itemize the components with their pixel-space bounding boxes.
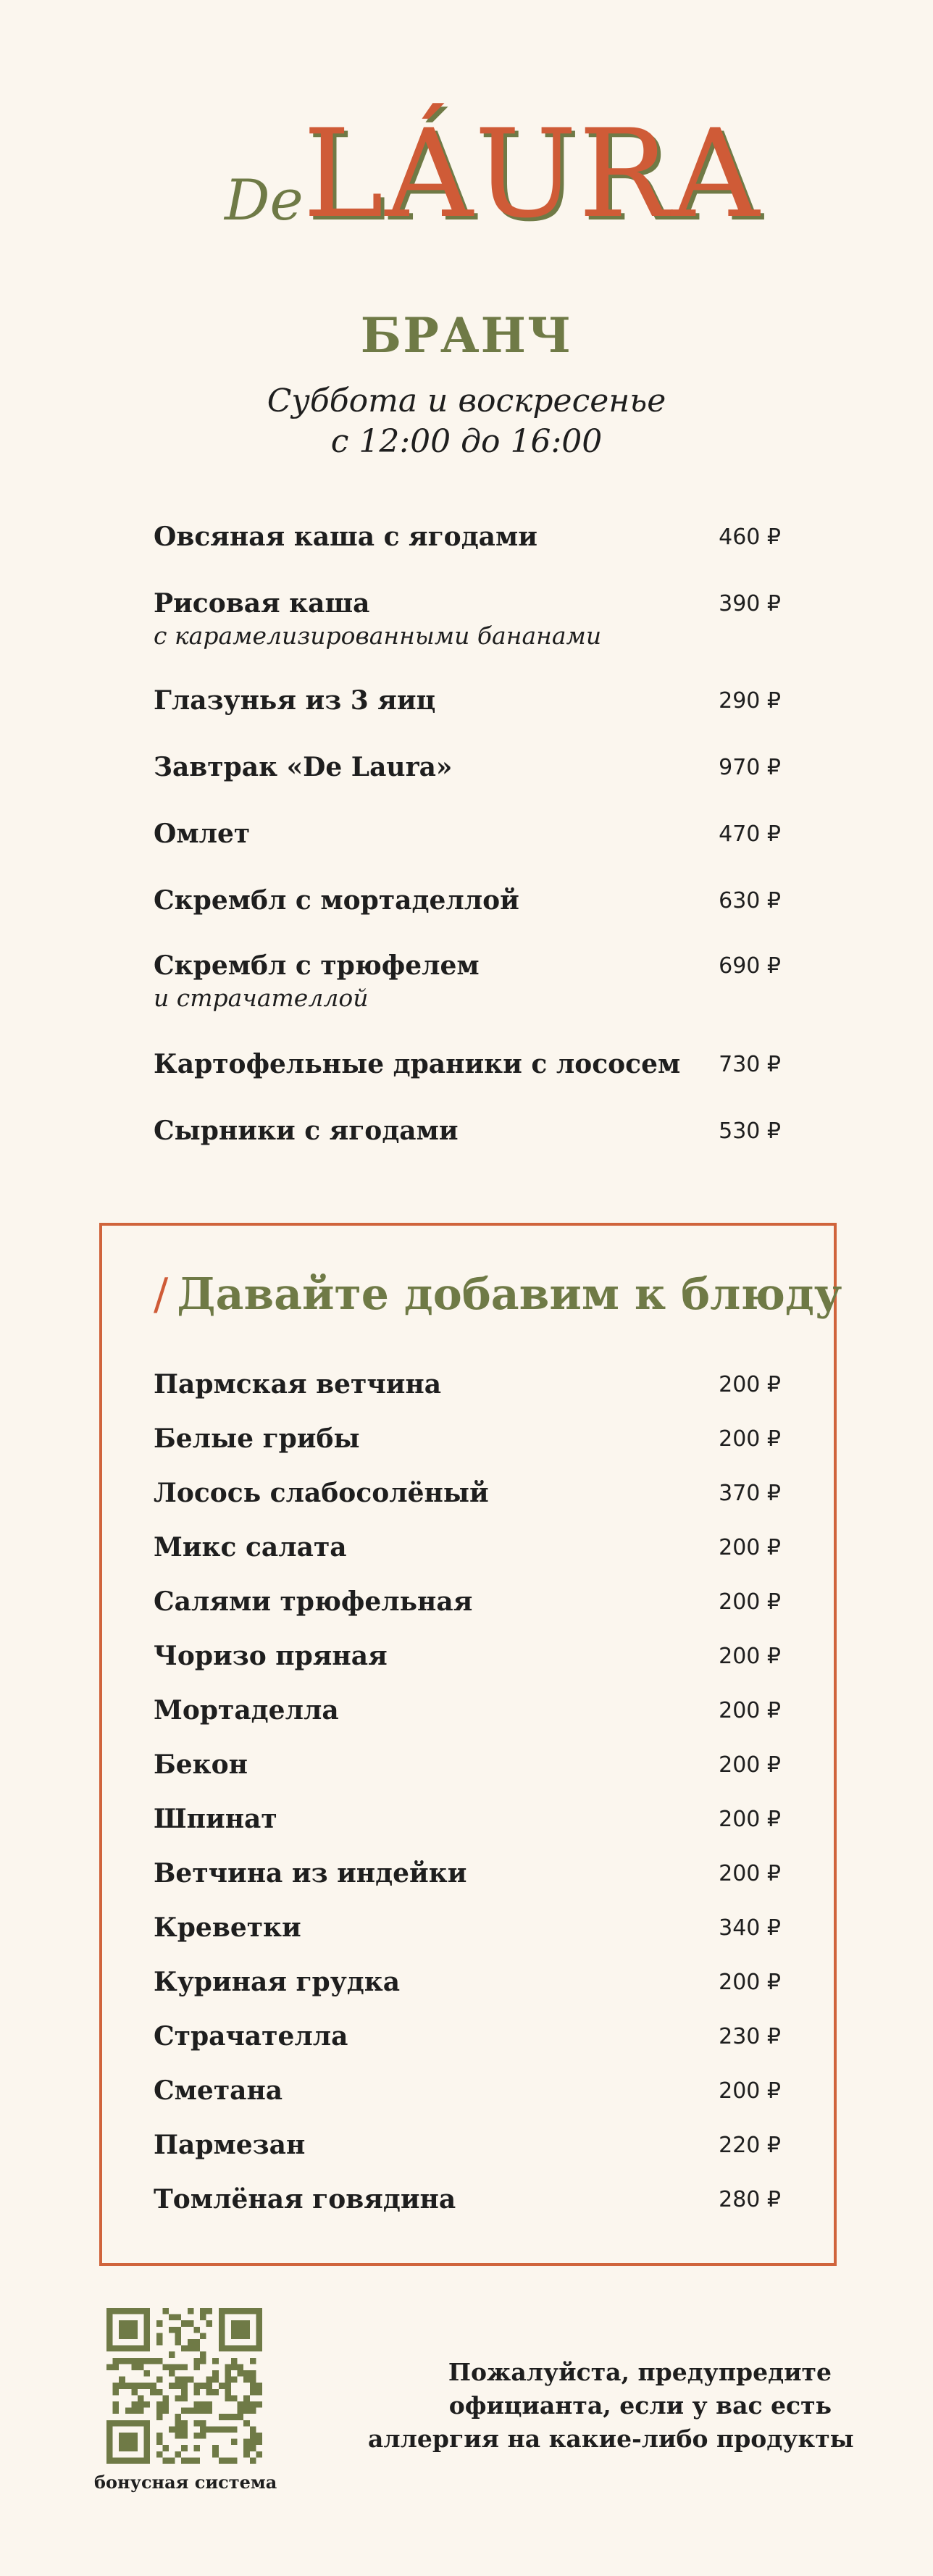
addon-item (154, 1423, 781, 1454)
allergy-notice-line: Пожалуйста, предупредите (448, 2358, 832, 2386)
addon-item (154, 1749, 781, 1780)
addon-item-name: Пармская ветчина (154, 1369, 442, 1400)
addon-item-price: 200 ₽ (719, 1698, 781, 1723)
addon-item (154, 1478, 781, 1508)
menu-item (154, 522, 781, 552)
addon-item-name: Ветчина из индейки (154, 1858, 467, 1889)
menu-item (154, 885, 781, 916)
addon-item-price: 200 ₽ (719, 1589, 781, 1615)
addon-item-price: 200 ₽ (719, 1970, 781, 1995)
addon-item-price: 200 ₽ (719, 1752, 781, 1778)
menu-item (154, 588, 781, 650)
menu-item (154, 1049, 781, 1079)
menu-item-name: Омлет (154, 819, 251, 849)
logo-prefix: De (225, 168, 304, 233)
addon-item-price: 200 ₽ (719, 1861, 781, 1886)
menu-item (154, 819, 781, 849)
menu-item (154, 1116, 781, 1146)
menu-item-name: Глазунья из 3 яиц (154, 685, 436, 716)
addon-item (154, 1641, 781, 1671)
allergy-notice-line: официанта, если у вас есть (448, 2391, 832, 2420)
menu-item-name: Рисовая каша (154, 588, 370, 619)
brunch-hours: с 12:00 до 16:00 (330, 423, 603, 460)
addon-item (154, 1586, 781, 1617)
menu-item-name: Сырники с ягодами (154, 1116, 459, 1146)
menu-item-name: Овсяная каша с ягодами (154, 522, 537, 552)
addon-item (154, 1858, 781, 1889)
addon-item (154, 2021, 781, 2052)
addon-item (154, 1695, 781, 1726)
menu-item-price: 460 ₽ (719, 524, 781, 550)
addon-item-price: 220 ₽ (719, 2133, 781, 2158)
menu-item-name: Скрембл с трюфелем (154, 950, 480, 981)
addon-item-price: 200 ₽ (719, 1426, 781, 1452)
addon-item-name: Чоризо пряная (154, 1641, 388, 1671)
addon-item-price: 340 ₽ (719, 1915, 781, 1941)
addon-item-name: Куриная грудка (154, 1967, 401, 1997)
qr-code[interactable] (106, 2308, 262, 2464)
addon-item (154, 2075, 781, 2106)
section-title-brunch: БРАНЧ (360, 307, 573, 364)
menu-item-price: 970 ₽ (719, 755, 781, 780)
addon-item-price: 280 ₽ (719, 2187, 781, 2212)
menu-item-price: 530 ₽ (719, 1118, 781, 1144)
menu-item-description: и страчателлой (154, 984, 369, 1012)
menu-item-name: Скрембл с мортаделлой (154, 885, 519, 916)
addon-item-price: 200 ₽ (719, 2078, 781, 2104)
addon-item-name: Креветки (154, 1912, 301, 1943)
addon-item (154, 2184, 781, 2215)
menu-item-description: с карамелизированными бананами (154, 622, 602, 650)
addon-item (154, 1804, 781, 1834)
addon-item-price: 370 ₽ (719, 1481, 781, 1506)
addon-item-name: Мортаделла (154, 1695, 339, 1726)
logo (0, 103, 933, 254)
addons-title-text: Давайте добавим к блюду (177, 1269, 842, 1320)
allergy-notice-line: аллергия на какие-либо продукты (368, 2425, 854, 2453)
section-title-addons (154, 1269, 842, 1320)
addon-item-price: 200 ₽ (719, 1644, 781, 1669)
qr-label: бонусная система (94, 2472, 277, 2493)
menu-item-name: Картофельные драники с лососем (154, 1049, 681, 1079)
addon-item (154, 1912, 781, 1943)
addon-item-name: Микс салата (154, 1532, 347, 1563)
menu-item-name: Завтрак «De Laura» (154, 752, 453, 782)
addon-item (154, 1369, 781, 1400)
addon-item-price: 200 ₽ (719, 1372, 781, 1397)
brunch-schedule (0, 381, 933, 462)
addon-item-name: Белые грибы (154, 1423, 360, 1454)
addon-item-name: Томлёная говядина (154, 2184, 456, 2215)
menu-item (154, 950, 781, 1012)
addon-item-name: Пармезан (154, 2130, 306, 2160)
addon-item (154, 1967, 781, 1997)
menu-item (154, 685, 781, 716)
logo-name: LÁURA (303, 103, 761, 245)
addon-item-price: 200 ₽ (719, 1807, 781, 1832)
qr-code-icon (106, 2308, 262, 2464)
menu-item-price: 730 ₽ (719, 1052, 781, 1077)
addon-item-name: Страчателла (154, 2021, 348, 2052)
menu-item-price: 290 ₽ (719, 688, 781, 714)
brunch-days: Суббота и воскресенье (267, 382, 666, 419)
addon-item-price: 200 ₽ (719, 1535, 781, 1560)
menu-item (154, 752, 781, 782)
addon-item-name: Сметана (154, 2075, 283, 2106)
menu-item-price: 690 ₽ (719, 953, 781, 979)
addon-item (154, 2130, 781, 2160)
addon-item-name: Шпинат (154, 1804, 277, 1834)
addon-item-price: 230 ₽ (719, 2024, 781, 2049)
title-slash-decoration: / (154, 1269, 169, 1320)
menu-item-price: 390 ₽ (719, 591, 781, 616)
addon-item (154, 1532, 781, 1563)
menu-item-price: 630 ₽ (719, 888, 781, 913)
addon-item-name: Бекон (154, 1749, 248, 1780)
addon-item-name: Лосось слабосолёный (154, 1478, 489, 1508)
menu-item-price: 470 ₽ (719, 821, 781, 847)
addon-item-name: Салями трюфельная (154, 1586, 473, 1617)
allergy-notice (368, 2356, 854, 2456)
